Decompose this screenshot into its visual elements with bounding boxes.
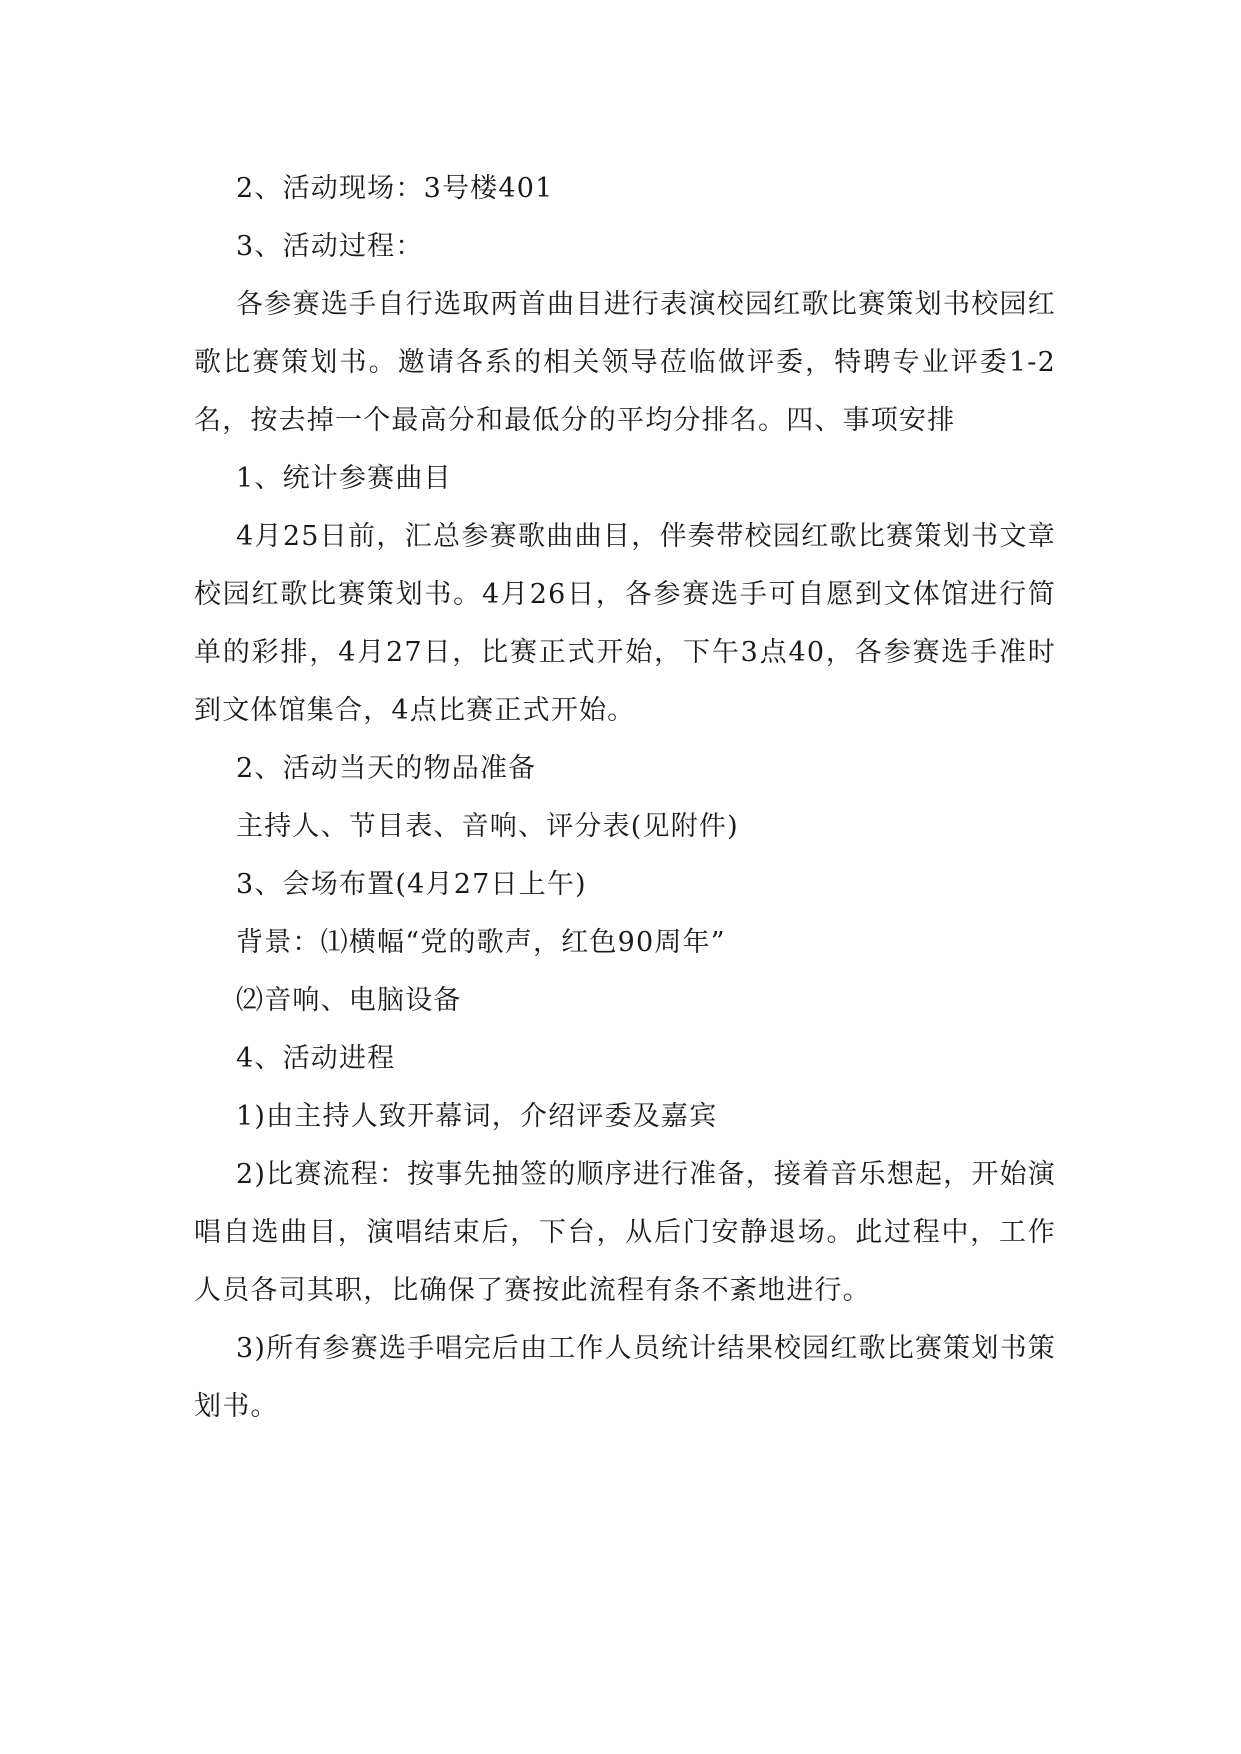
paragraph-venue: 2、活动现场：3号楼401 xyxy=(236,173,554,204)
paragraph-process-detail: 各参赛选手自行选取两首曲目进行表演校园红歌比赛策划书校园红歌比赛策划书。邀请各系的相关领导莅临做评委，特聘专业评委1-2名，按去掉一个最高分和最低分的平均分排名。四、事项安排 xyxy=(194,289,1056,436)
paragraph-agenda-results: 3)所有参赛选手唱完后由工作人员统计结果校园红歌比赛策划书策划书。 xyxy=(194,1333,1056,1422)
paragraph-equipment: ⑵音响、电脑设备 xyxy=(236,985,462,1016)
document-body xyxy=(194,160,1056,1436)
paragraph-agenda-opening: 1)由主持人致开幕词，介绍评委及嘉宾 xyxy=(236,1101,718,1132)
paragraph-supplies-list: 主持人、节目表、音响、评分表(见附件) xyxy=(236,811,739,842)
paragraph-background-banner: 背景：⑴横幅“党的歌声，红色90周年” xyxy=(236,927,726,958)
paragraph-venue-setup-heading: 3、会场布置(4月27日上午) xyxy=(236,869,587,900)
paragraph-schedule: 4月25日前，汇总参赛歌曲曲目，伴奏带校园红歌比赛策划书文章校园红歌比赛策划书。4月26日，各参赛选手可自愿到文体馆进行简单的彩排，4月27日，比赛正式开始，下午3点40，各参赛选手准时到文体馆集合，4点比赛正式开始。 xyxy=(194,521,1056,726)
paragraph-supplies-heading: 2、活动当天的物品准备 xyxy=(236,753,537,784)
paragraph-agenda-competition-flow: 2)比赛流程：按事先抽签的顺序进行准备，接着音乐想起，开始演唱自选曲目，演唱结束后，下台，从后门安静退场。此过程中，工作人员各司其职，比确保了赛按此流程有条不紊地进行。 xyxy=(194,1159,1056,1306)
paragraph-songs-heading: 1、统计参赛曲目 xyxy=(236,463,452,494)
paragraph-agenda-heading: 4、活动进程 xyxy=(236,1043,396,1074)
paragraph-process-heading: 3、活动过程： xyxy=(236,231,424,262)
